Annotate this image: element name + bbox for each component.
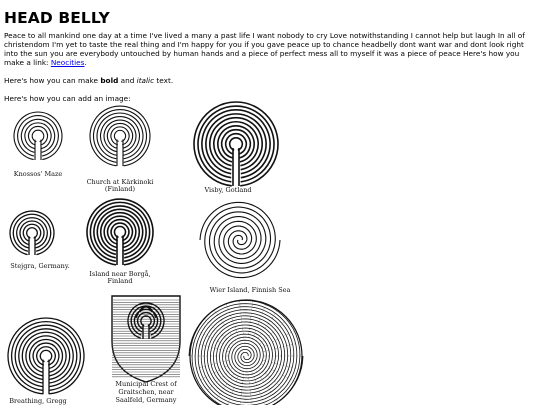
bottom-left-maze-drawing [8, 318, 84, 394]
caption-church-line1: Church at Kärkinoki [86, 178, 154, 186]
caption-island-line1: Island near Borgå, [89, 270, 151, 278]
wier-island-spiral-drawing [200, 202, 280, 277]
intro-text: Peace to all mankind one day at a time I've lived a many a past life I want nobody to cry Love notwithstanding I cannot help but laugh In all of christendom I'm yet to taste the real thing and I'm happy for you if you gave peace up to chance headbelly dont want war and dont look right into the sun you are everybody untouched by human hands and a piece of perfect mess all to myself it was a piece of peace Here's how you make a link: [4, 31, 525, 67]
dense-spiral-maze-drawing [189, 300, 303, 405]
bold-line-middle: and [118, 76, 137, 85]
image-paragraph: Here's how you can add an image: [4, 94, 131, 103]
bold-line-suffix: text. [154, 76, 174, 85]
link-suffix: . [84, 58, 87, 67]
bold-italic-paragraph [4, 76, 536, 85]
borga-maze-drawing [87, 199, 153, 265]
bold-text: bold [100, 76, 119, 85]
caption-visby: Visby, Gotland [204, 186, 252, 194]
caption-island-line2: Finland [107, 277, 133, 285]
caption-knossos: Knossos' Maze [13, 170, 63, 178]
neocities-link[interactable]: Neocities [50, 58, 85, 67]
labyrinths-image [4, 96, 304, 405]
caption-church-line2: (Finland) [104, 185, 136, 193]
caption-stegra: Stejgra, Germany. [10, 262, 70, 270]
stegra-maze-drawing [10, 211, 54, 255]
visby-maze-drawing [194, 102, 278, 186]
knossos-maze-drawing [14, 112, 62, 160]
caption-wier: Wier Island, Finnish Sea [209, 286, 291, 294]
caption-crest-line2: Graitschen, near [118, 388, 174, 396]
caption-bottom-left: Breathing, Gregg [9, 397, 67, 405]
italic-text: italic [136, 76, 155, 85]
caption-crest-line1: Municipal Crest of [115, 380, 177, 388]
page-title: HEAD BELLY [4, 9, 110, 27]
bold-line-prefix: Here's how you can make [4, 76, 101, 85]
labyrinths-drawing [4, 96, 304, 405]
intro-paragraph [4, 31, 536, 67]
caption-crest-line3: Saalfeld, Germany [115, 396, 177, 404]
karkinoki-maze-drawing [90, 106, 150, 166]
